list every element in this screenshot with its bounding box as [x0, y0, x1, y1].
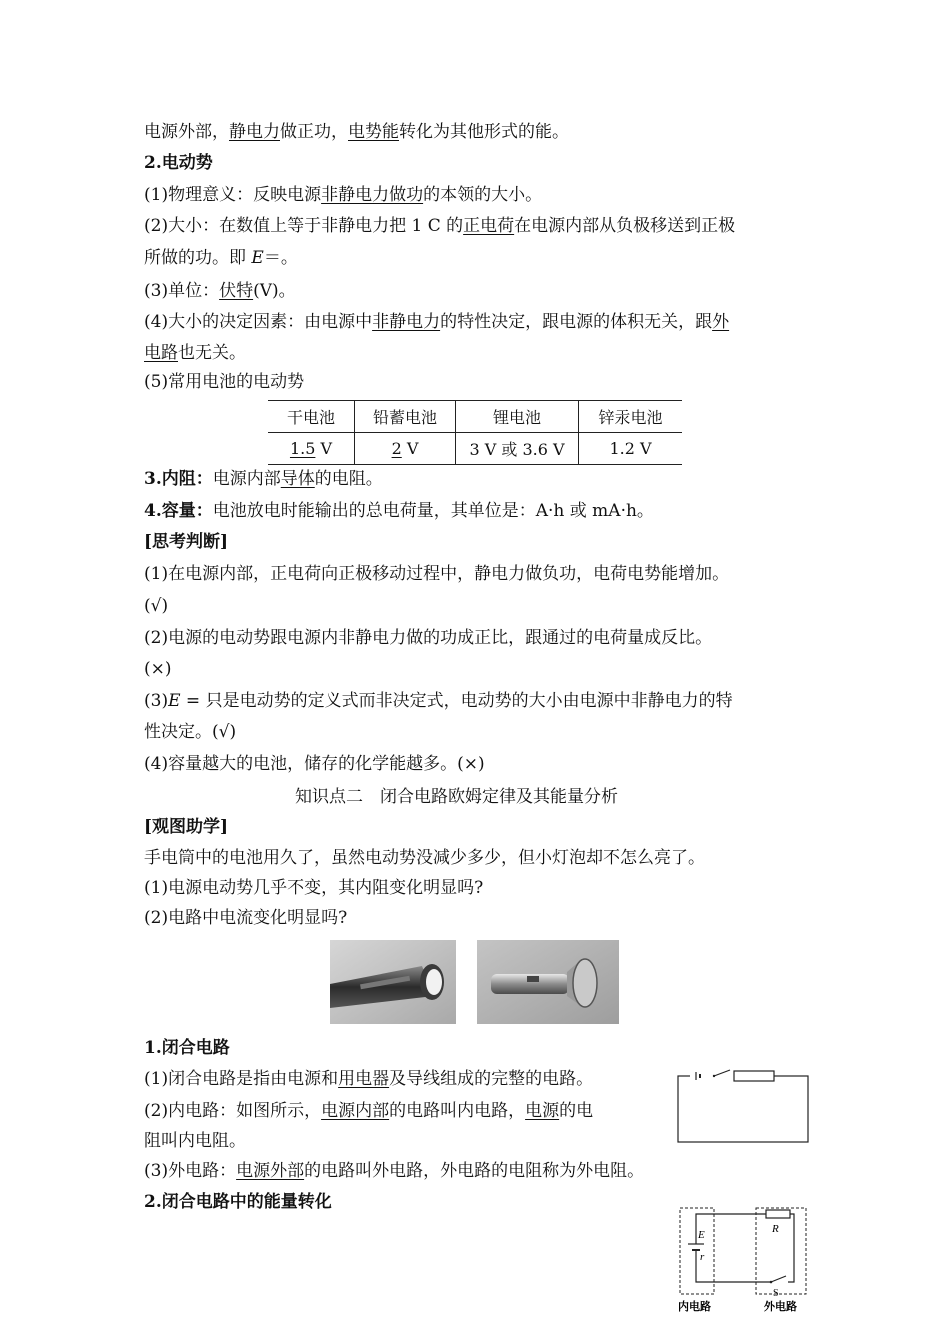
text: (3)外电路： [144, 1161, 237, 1181]
resistor-symbol [766, 1210, 790, 1218]
unit: V [401, 439, 419, 458]
table-header-cell: 锌汞电池 [579, 401, 683, 433]
table-cell [579, 433, 683, 465]
text: 及导线组成的完整的电路。 [389, 1069, 594, 1089]
closed-circuit-diagram [676, 1066, 812, 1146]
text: 的电路叫外电路，外电路的电阻称为外电阻。 [304, 1161, 645, 1181]
flashlight-photo-1 [330, 940, 456, 1024]
text: 的本领的大小。 [423, 185, 543, 205]
text-line [144, 1067, 593, 1091]
text: (1)闭合电路是指由电源和 [144, 1069, 339, 1089]
text: ＝。 [263, 248, 298, 268]
table-header-cell: 铅蓄电池 [355, 401, 456, 433]
flashlight-image-2 [477, 940, 619, 1024]
answer-blank: 外 [712, 312, 730, 332]
flashlight-photo-2 [477, 940, 619, 1024]
answer-blank: 用电器 [338, 1069, 390, 1089]
answer-blank: 静电力 [229, 122, 280, 142]
internal-resistance-label: r [700, 1251, 705, 1263]
view-study-heading: [观图助学] [144, 817, 229, 837]
answer-blank: 电源外部 [236, 1161, 305, 1181]
text: 所做的功。即 [144, 248, 252, 268]
text: (1)物理意义：反映电源 [144, 185, 322, 205]
answer-blank: 伏特 [219, 281, 254, 301]
text: 转化为其他形式的能。 [399, 122, 569, 142]
circuit-wire [696, 1214, 794, 1282]
section-heading-energy-conversion: 2.闭合电路中的能量转化 [144, 1192, 332, 1212]
text-line [144, 689, 733, 713]
battery-emf-table [268, 400, 682, 465]
text-line [144, 279, 296, 303]
inner-outer-circuit-diagram [674, 1206, 814, 1316]
text: 做正功， [280, 122, 348, 142]
text: 的电阻。 [314, 469, 383, 489]
text: 的特性决定，跟电源的体积无关，跟 [440, 312, 713, 332]
resistor-symbol [734, 1071, 774, 1081]
text-line: (1)电源电动势几乎不变，其内阻变化明显吗? [144, 878, 484, 898]
table-cell [456, 433, 579, 465]
table-header-cell: 干电池 [268, 401, 355, 433]
answer-blank: 正电荷 [463, 216, 515, 236]
section-heading-emf: 2.电动势 [144, 153, 213, 173]
cell-value: 1.2 V [609, 439, 652, 458]
text-line: (1)在电源内部，正电荷向正极移动过程中，静电力做负功，电荷电势能增加。 [144, 564, 730, 584]
table-header-row [268, 401, 682, 433]
switch-label: S [773, 1288, 779, 1299]
text-line [144, 246, 298, 270]
answer-blank: 1.5 [289, 439, 316, 458]
think-judge-heading: [思考判断] [144, 532, 229, 552]
table-header-cell: 锂电池 [456, 401, 579, 433]
emf-label: E [698, 1229, 705, 1241]
text-line [144, 120, 569, 144]
text-line: (4)容量越大的电池，储存的化学能越多。(×) [144, 754, 485, 774]
text-line [144, 467, 383, 491]
text-line [144, 499, 654, 523]
text: (3) [144, 691, 169, 711]
knowledge-point-title: 知识点二 闭合电路欧姆定律及其能量分析 [295, 787, 618, 807]
answer-blank: 电路 [144, 343, 178, 363]
circuit-wire-loop [678, 1076, 808, 1142]
text-line [144, 214, 735, 238]
text-line: 阻叫内电阻。 [144, 1131, 246, 1151]
text: (V)。 [253, 281, 296, 301]
table-cell [268, 433, 355, 465]
text-line [144, 1159, 644, 1183]
answer-blank: 电势能 [348, 122, 399, 142]
inner-circuit-label: 内电路 [678, 1300, 711, 1313]
text-line: (2)电源的电动势跟电源内非静电力做的功成正比，跟通过的电荷量成反比。 [144, 628, 713, 648]
text: (3)单位： [144, 281, 220, 301]
text-line: 性决定。(√) [144, 722, 237, 742]
text-line: (√) [144, 596, 169, 616]
answer-blank: 导体 [280, 469, 315, 489]
text-line [144, 341, 246, 365]
text: 的电路叫内电路， [389, 1101, 526, 1121]
text: (2)内电路：如图所示， [144, 1101, 322, 1121]
section-heading-closed-circuit: 1.闭合电路 [144, 1038, 230, 1058]
outer-circuit-label: 外电路 [764, 1300, 797, 1313]
emf-symbol: E [251, 248, 264, 268]
text: 电源外部， [144, 122, 229, 142]
text: 的电 [559, 1101, 594, 1121]
external-resistance-label: R [772, 1223, 779, 1235]
term-label: 4.容量： [144, 501, 213, 521]
text: (2)大小：在数值上等于非静电力把 1 C 的 [144, 216, 464, 236]
cell-value: 3 V 或 3.6 V [469, 440, 565, 459]
text: = 只是电动势的定义式而非决定式，电动势的大小由电源中非静电力的特 [180, 691, 733, 711]
table-cell [355, 433, 456, 465]
text-line [144, 1099, 593, 1123]
text: 在电源内部从负极移送到正极 [514, 216, 736, 236]
text-line: 手电筒中的电池用久了，虽然电动势没减少多少，但小灯泡却不怎么亮了。 [144, 848, 705, 868]
answer-blank: 电源内部 [321, 1101, 390, 1121]
text-line [144, 310, 729, 334]
table-row [268, 433, 682, 465]
emf-symbol: E [168, 691, 181, 711]
answer-blank: 电源 [525, 1101, 560, 1121]
answer-blank: 非静电力 [372, 312, 441, 332]
flashlight-image-1 [330, 940, 456, 1024]
term-label: 3.内阻： [144, 469, 213, 489]
text-line: (5)常用电池的电动势 [144, 372, 305, 392]
unit: V [315, 439, 333, 458]
text-line [144, 183, 542, 207]
text-line: (×) [144, 659, 172, 679]
text: 电源内部 [212, 469, 281, 489]
text: 也无关。 [178, 343, 246, 363]
text: (4)大小的决定因素：由电源中 [144, 312, 373, 332]
text: 电池放电时能输出的总电荷量，其单位是：A·h 或 mA·h。 [212, 501, 654, 521]
answer-blank: 2 [391, 439, 402, 458]
text-line: (2)电路中电流变化明显吗? [144, 908, 348, 928]
answer-blank: 非静电力做功 [321, 185, 424, 205]
